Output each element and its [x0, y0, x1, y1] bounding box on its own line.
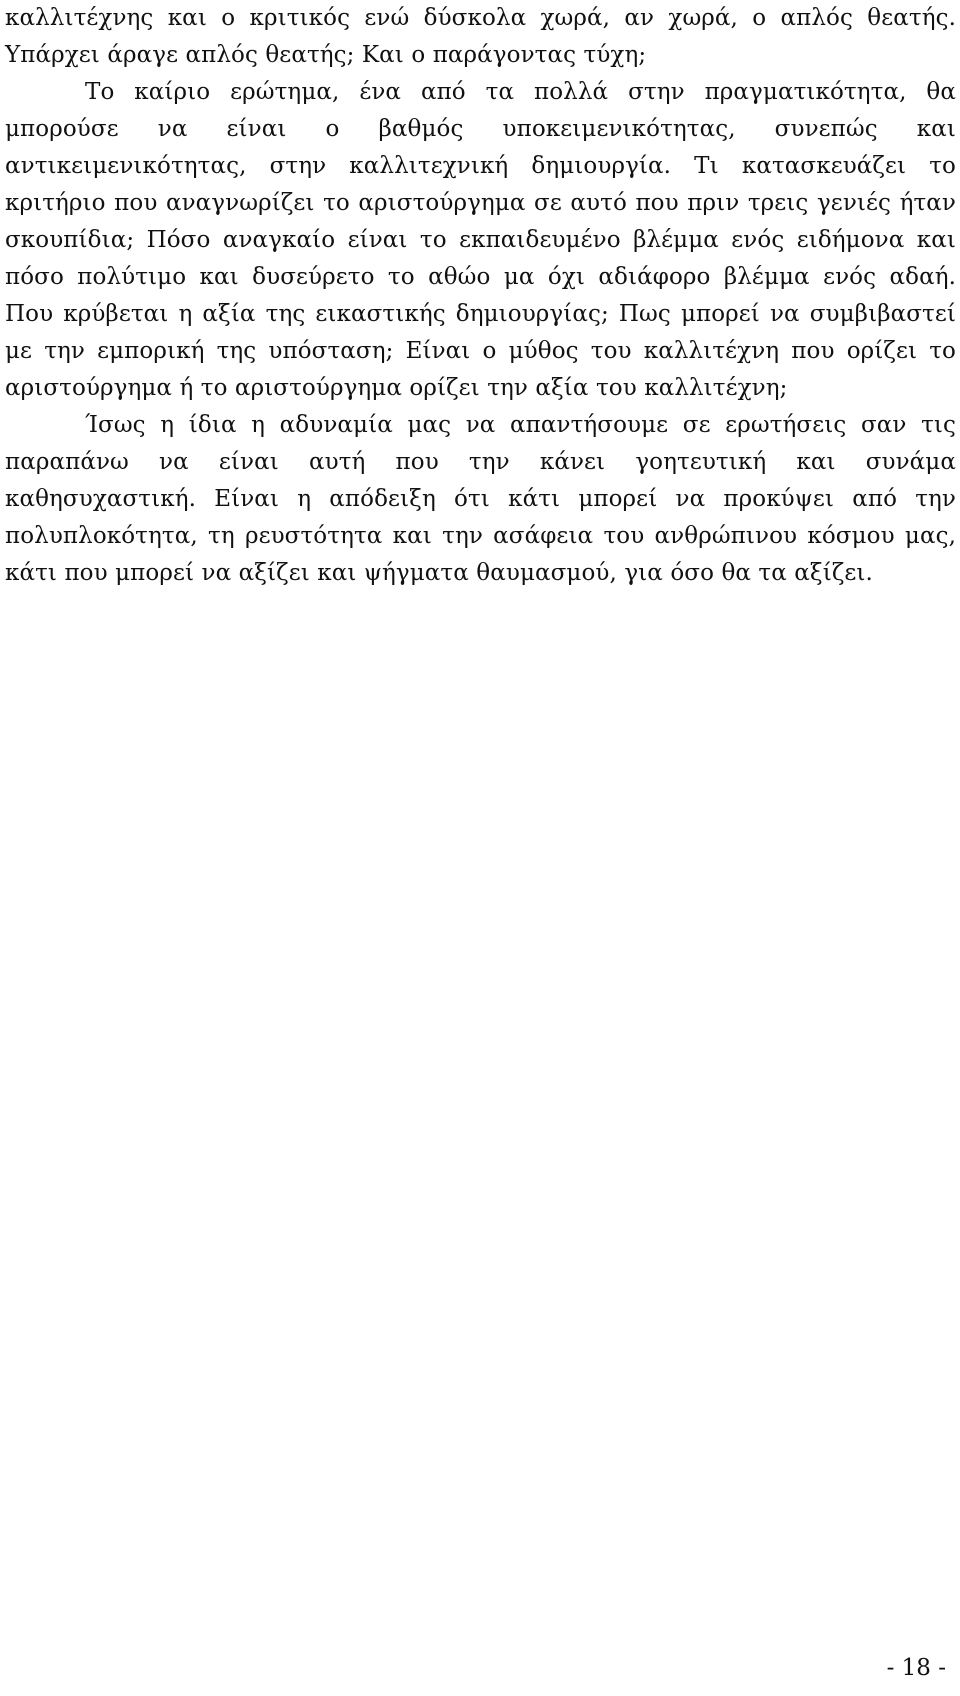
page-number: - 18 -	[886, 1655, 946, 1681]
text-line-7: σκουπίδια; Πόσο αναγκαίο είναι το εκπαιδευμένο βλέμμα ενός ειδήμονα και	[5, 227, 956, 253]
text-line-2: Υπάρχει άραγε απλός θεατής; Και ο παράγοντας τύχη;	[5, 42, 647, 68]
text-line-6: κριτήριο που αναγνωρίζει το αριστούργημα σε αυτό που πριν τρεις γενιές ήταν	[5, 190, 956, 216]
text-line-5: αντικειμενικότητας, στην καλλιτεχνική δημιουργία. Τι κατασκευάζει το	[5, 153, 956, 179]
text-line-4: μπορούσε να είναι ο βαθμός υποκειμενικότητας, συνεπώς και	[5, 116, 956, 142]
text-line-1: καλλιτέχνης και ο κριτικός ενώ δύσκολα χωρά, αν χωρά, ο απλός θεατής.	[5, 5, 956, 31]
text-line-15: πολυπλοκότητα, τη ρευστότητα και την ασάφεια του ανθρώπινου κόσμου μας,	[5, 523, 956, 549]
text-line-8: πόσο πολύτιμο και δυσεύρετο το αθώο μα όχι αδιάφορο βλέμμα ενός αδαή.	[5, 264, 956, 290]
text-line-13: παραπάνω να είναι αυτή που την κάνει γοητευτική και συνάμα	[5, 449, 956, 475]
text-line-9: Που κρύβεται η αξία της εικαστικής δημιουργίας; Πως μπορεί να συμβιβαστεί	[5, 301, 956, 327]
text-line-12: Ίσως η ίδια η αδυναμία μας να απαντήσουμε σε ερωτήσεις σαν τις	[85, 412, 956, 438]
text-line-10: με την εμπορική της υπόσταση; Είναι ο μύθος του καλλιτέχνη που ορίζει το	[5, 338, 956, 364]
document-body	[5, 0, 956, 592]
text-line-14: καθησυχαστική. Είναι η απόδειξη ότι κάτι μπορεί να προκύψει από την	[5, 486, 956, 512]
text-line-16: κάτι που μπορεί να αξίζει και ψήγματα θαυμασμού, για όσο θα τα αξίζει.	[5, 560, 873, 586]
text-line-11: αριστούργημα ή το αριστούργημα ορίζει την αξία του καλλιτέχνη;	[5, 375, 788, 401]
text-line-3: Το καίριο ερώτημα, ένα από τα πολλά στην πραγματικότητα, θα	[85, 79, 956, 105]
